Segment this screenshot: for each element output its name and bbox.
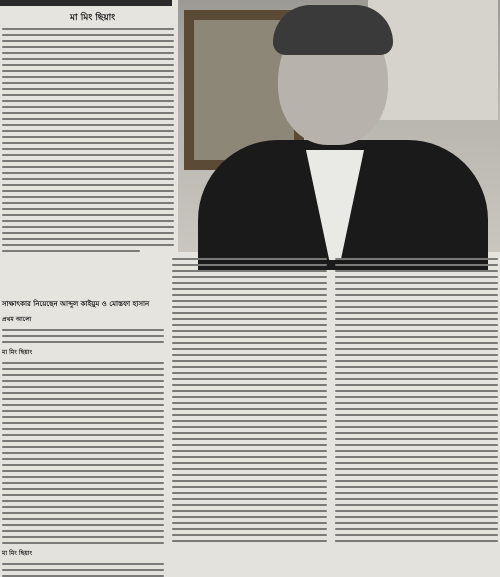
intro-text-block	[2, 24, 174, 294]
column-3	[335, 254, 498, 500]
article-columns	[2, 312, 498, 557]
portrait-photo	[178, 0, 500, 252]
column-1: প্রথম আলো মা মিং ছিয়াং মা মিং ছিয়াং	[2, 312, 164, 500]
interview-credit: সাক্ষাৎকার নিয়েছেন আব্দুল কাইয়ুম ও মোস্তফা হাসান	[2, 300, 150, 308]
background-lamp	[368, 0, 498, 120]
author-name: মা মিং ছিয়াং	[70, 13, 116, 23]
hair	[273, 5, 393, 55]
column-2	[172, 254, 327, 500]
section-header-bar	[0, 0, 172, 6]
